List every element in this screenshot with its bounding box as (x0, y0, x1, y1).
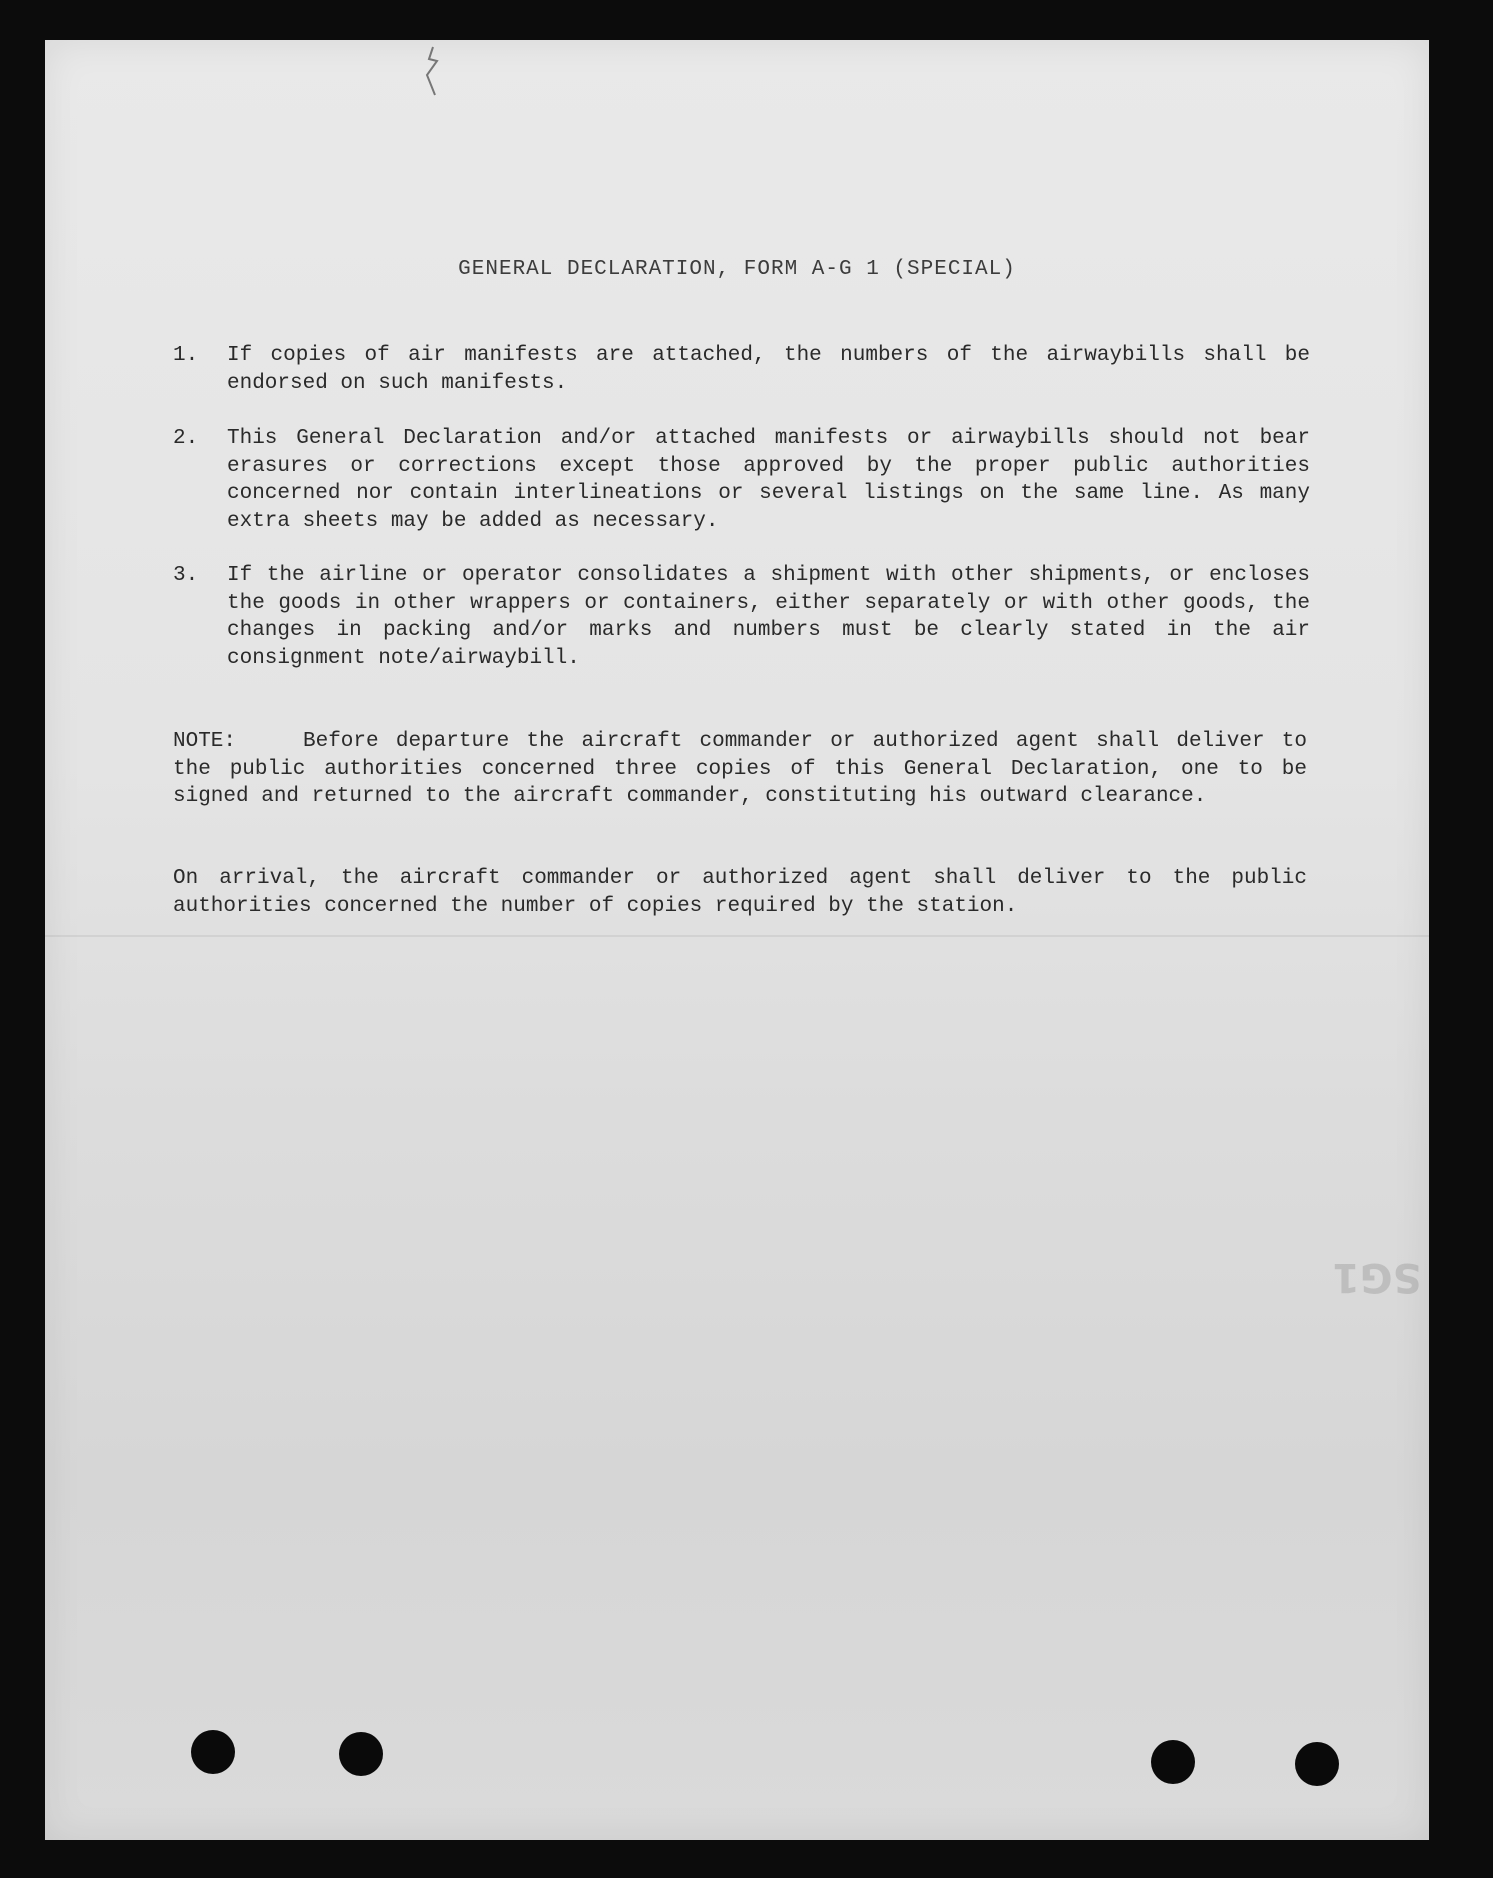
note-label: NOTE: (173, 730, 237, 753)
document-page (45, 40, 1429, 1840)
item-number: 3. (173, 564, 199, 587)
note-paragraph (173, 728, 1307, 811)
item-text: If the airline or operator consolidates a shipment with other shipments, or encloses the goods in other wrappers or containers, either separately or with other goods, the changes in packing and/or marks and numbers must be clearly stated in the air consignment note/airwaybill. (227, 564, 1310, 670)
pencil-mark (415, 45, 455, 105)
punch-hole (1151, 1740, 1195, 1784)
item-number: 1. (173, 344, 199, 367)
bleed-through-mark: SG1 (1332, 1254, 1422, 1300)
punch-hole (191, 1730, 235, 1774)
list-item-2 (173, 425, 1353, 535)
list-item-1 (173, 342, 1353, 397)
item-text: This General Declaration and/or attached manifests or airwaybills should not bear erasures or corrections except those approved by the proper public authorities concerned nor contain interlineations or several listings on the same line. As many extra sheets may be added as necessary. (227, 427, 1310, 533)
punch-hole (339, 1732, 383, 1776)
item-text: If copies of air manifests are attached, the numbers of the airwaybills shall be endorsed on such manifests. (227, 344, 1310, 395)
item-number: 2. (173, 427, 199, 450)
document-title: GENERAL DECLARATION, FORM A-G 1 (SPECIAL) (458, 258, 1016, 281)
note-text: Before departure the aircraft commander or authorized agent shall deliver to the public authorities concerned three copies of this General Declaration, one to be signed and returned to the aircraft commander, constituting his outward clearance. (173, 730, 1307, 808)
punch-hole (1295, 1742, 1339, 1786)
list-item-3 (173, 562, 1353, 672)
fold-line (45, 935, 1429, 937)
arrival-paragraph: On arrival, the aircraft commander or authorized agent shall deliver to the public authorities concerned the number of copies required by the station. (173, 867, 1307, 918)
